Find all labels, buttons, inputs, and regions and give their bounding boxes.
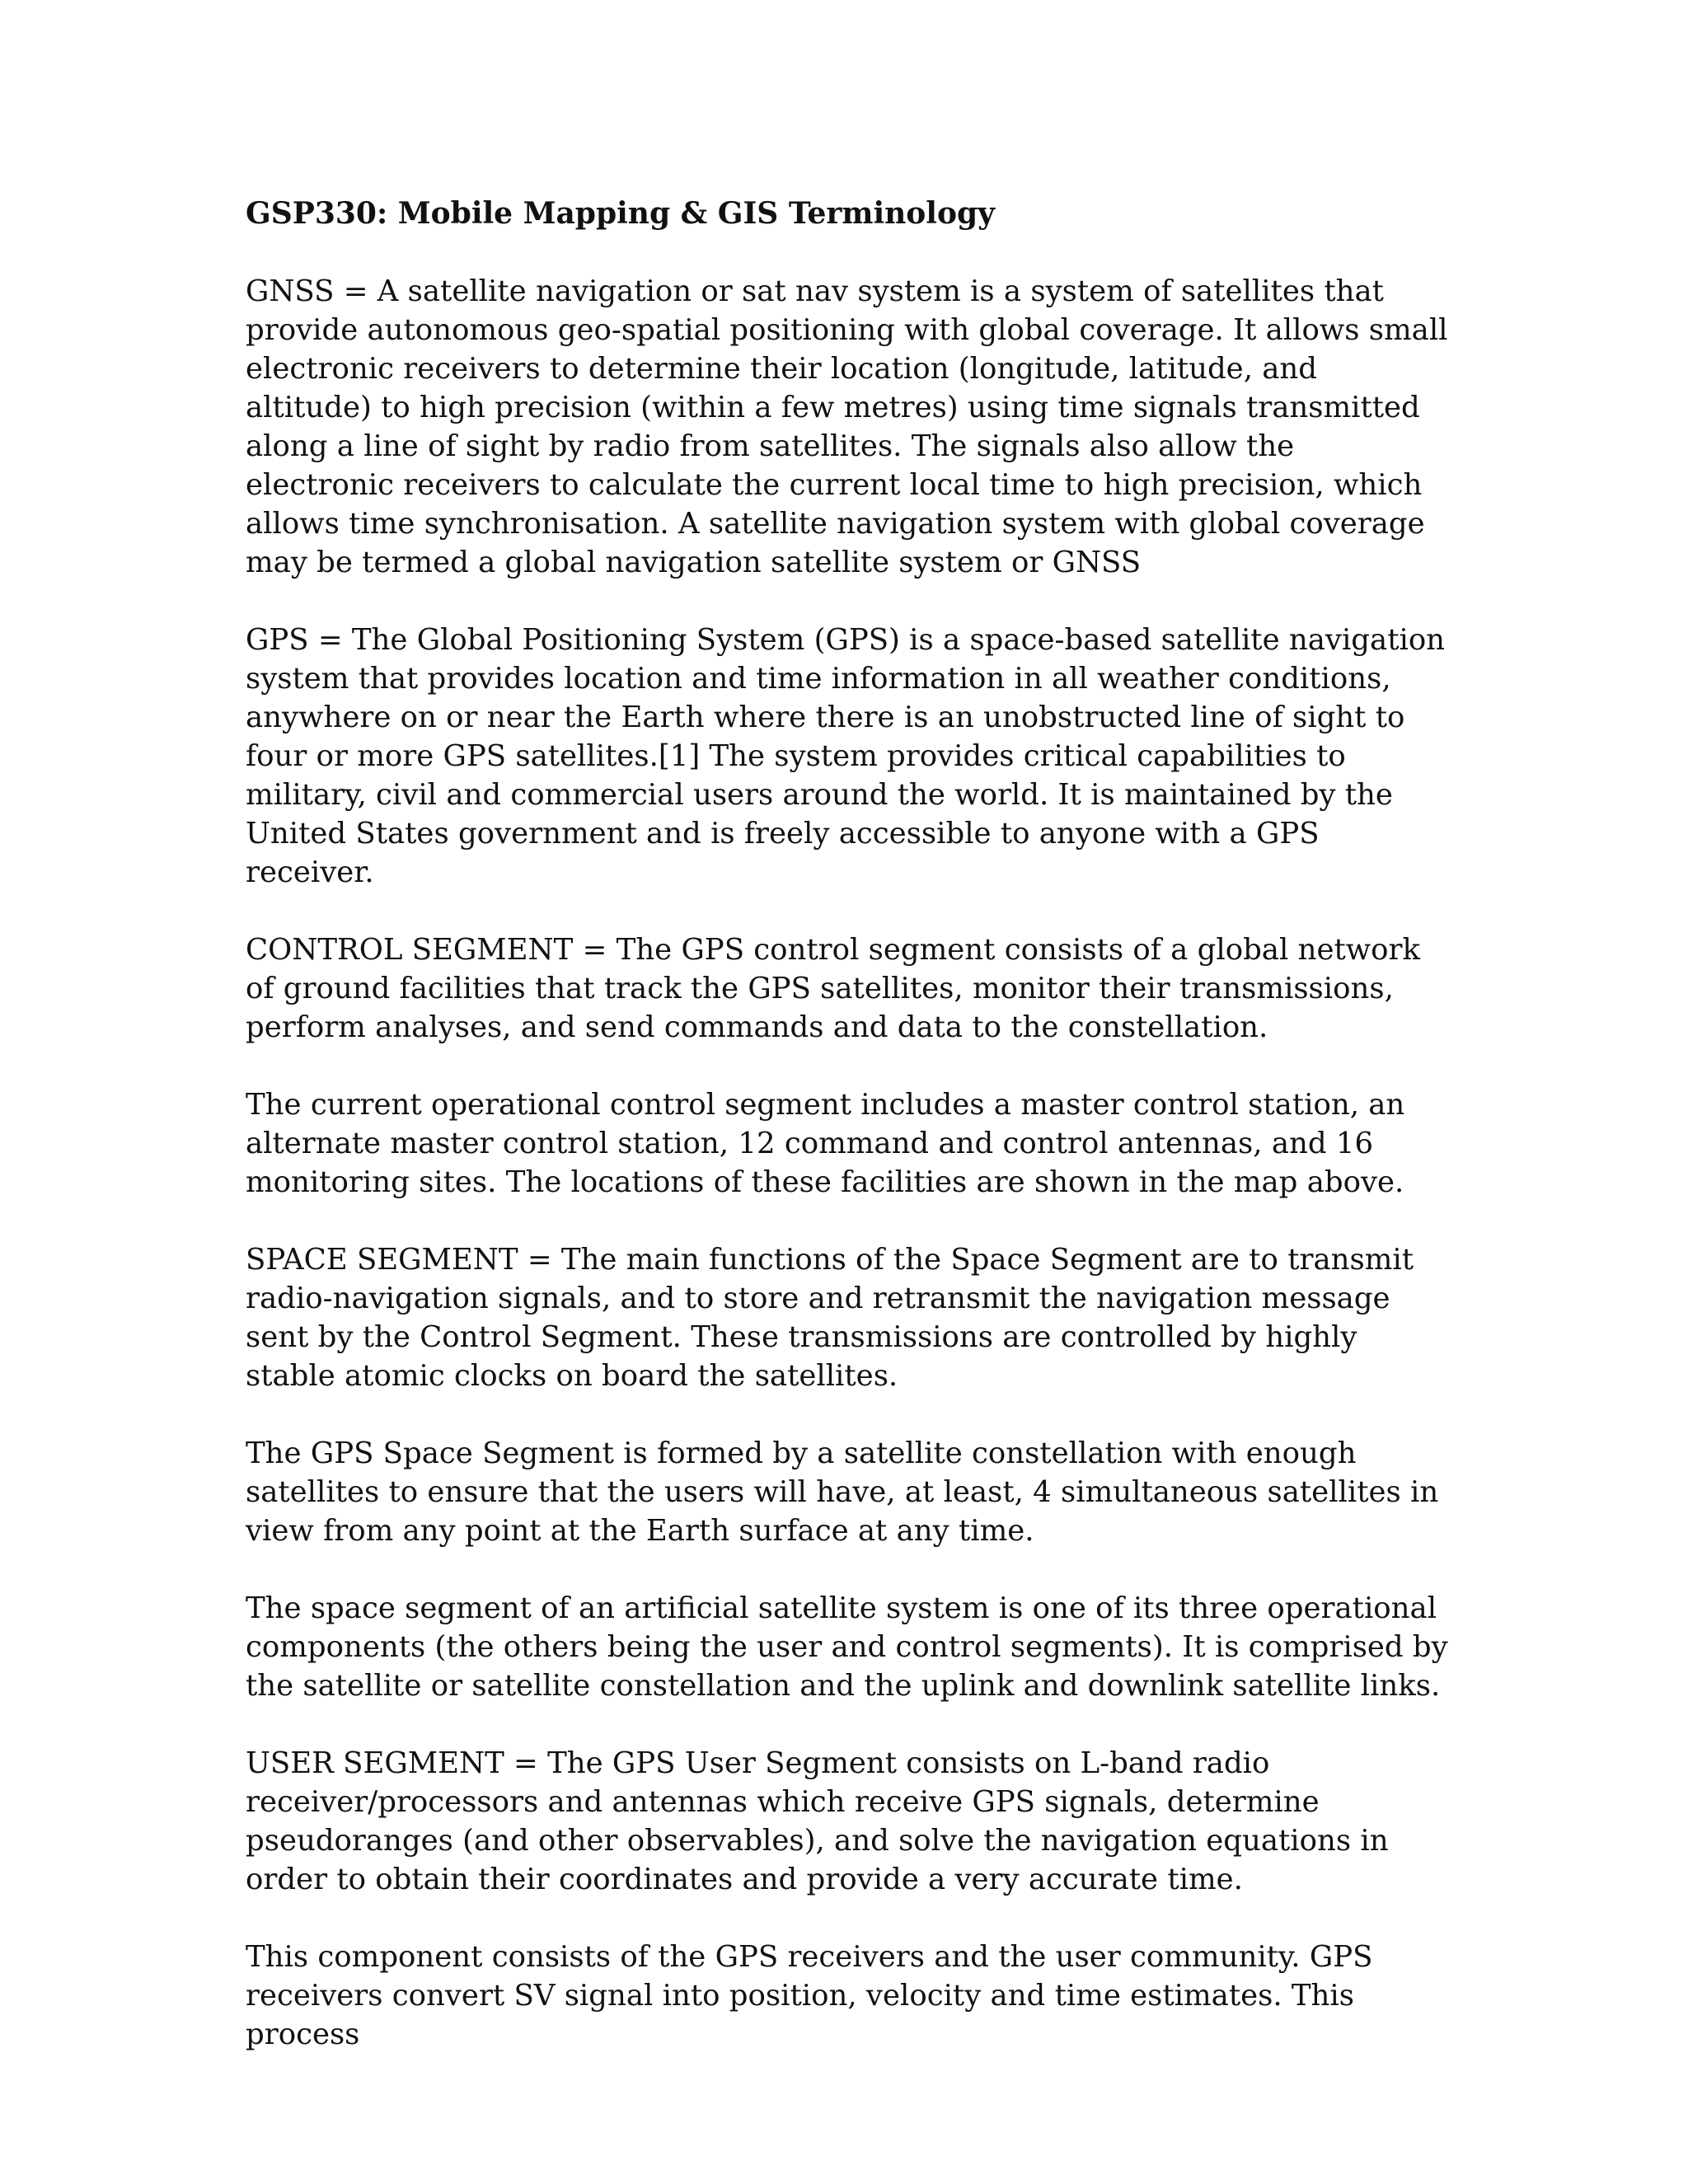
paragraph-space-segment-constellation: The GPS Space Segment is formed by a satellite constellation with enough satellites to ensure that the users will have, at least, 4 simultaneous satellites in view from any point at the Earth surface at any time. (246, 1436, 1439, 1548)
paragraph-control-segment-details: The current operational control segment includes a master control station, an alternate master control station, 12 command and control antennas, and 16 monitoring sites. The locations of these facilities are shown in the map above. (246, 1088, 1405, 1199)
paragraph-space-segment-components: The space segment of an artificial satellite system is one of its three operational components (the others being the user and control segments). It is comprised by the satellite or satellite constellation and the uplink and downlink satellite links. (246, 1591, 1448, 1703)
document-title: GSP330: Mobile Mapping & GIS Terminology (246, 196, 996, 231)
paragraph-control-segment: CONTROL SEGMENT = The GPS control segment consists of a global network of ground facilities that track the GPS satellites, monitor their transmissions, perform analyses, and send commands and data to the constellation. (246, 933, 1420, 1044)
paragraph-gnss: GNSS = A satellite navigation or sat nav system is a system of satellites that provide autonomous geo-spatial positioning with global coverage. It allows small electronic receivers to determine their location (longitude, latitude, and altitude) to high precision (within a few metres) using time signals transmitted along a line of sight by radio from satellites. The signals also allow the electronic receivers to calculate the current local time to high precision, which allows time synchronisation. A satellite navigation system with global coverage may be termed a global navigation satellite system or GNSS (246, 274, 1448, 579)
paragraph-user-segment-receivers: This component consists of the GPS receivers and the user community. GPS receivers convert SV signal into position, velocity and time estimates. This process (246, 1940, 1373, 2051)
paragraph-user-segment: USER SEGMENT = The GPS User Segment consists on L-band radio receiver/processors and antennas which receive GPS signals, determine pseudoranges (and other observables), and solve the navigation equations in order to obtain their coordinates and provide a very accurate time. (246, 1746, 1389, 1896)
paragraph-space-segment: SPACE SEGMENT = The main functions of the Space Segment are to transmit radio-navigation signals, and to store and retransmit the navigation message sent by the Control Segment. These transmissions are controlled by highly stable atomic clocks on board the satellites. (246, 1243, 1414, 1393)
document-body (246, 194, 1449, 2093)
paragraph-gps: GPS = The Global Positioning System (GPS) is a space-based satellite navigation system that provides location and time information in all weather conditions, anywhere on or near the Earth where there is an unobstructed line of sight to four or more GPS satellites.[1] The system provides critical capabilities to military, civil and commercial users around the world. It is maintained by the United States government and is freely accessible to anyone with a GPS receiver. (246, 623, 1446, 889)
